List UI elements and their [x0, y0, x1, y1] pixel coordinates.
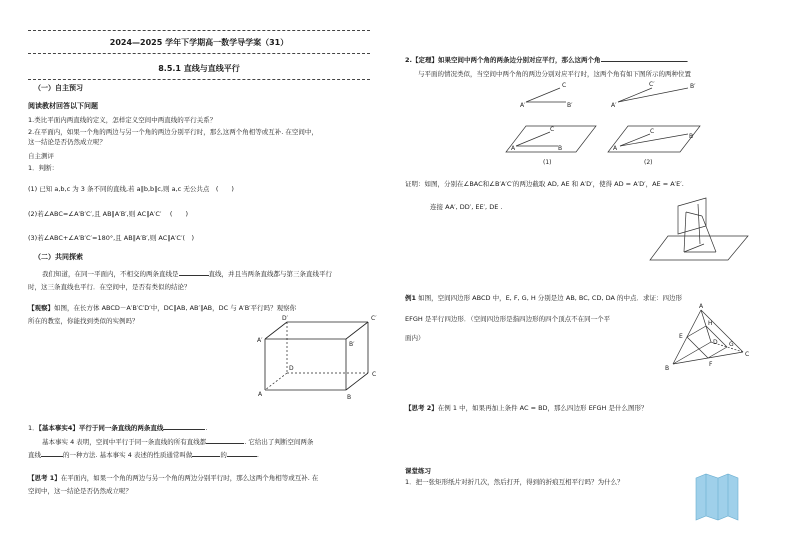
proof-line-2: 连接 AA′, DD′, EE′, DE .: [430, 203, 503, 211]
cuboid-label-c1: C′: [371, 315, 377, 322]
judge-item-2: (2)若∠ABC=∠A′B′C′,且 AB∥A′B′,则 AC∥A′C′ ( ): [28, 210, 188, 218]
example-text-a: 如图，空间四边形 ABCD 中，E, F, G, H 分别是边 AB, BC, CD, DA 的中点．求证：四边形: [418, 294, 683, 302]
theorem-line: 2.【定理】如果空间中两个角的两条边分别对应平行，那么这两个角 .: [405, 56, 689, 64]
blank-line: [601, 61, 687, 62]
fig2-label-a1: A′: [611, 102, 617, 109]
example-1-line-1: [405, 294, 682, 303]
example-1-line-2: EFGH 是平行四边形．（空间四边形是指四边形的四个顶点不在同一个平: [405, 315, 611, 323]
fig1-label-a: A: [511, 145, 516, 152]
example-label: 例1: [405, 294, 417, 302]
cuboid-label-b: B: [347, 394, 352, 401]
fact-explain-e: 的: [220, 451, 227, 459]
practice-title: 课堂练习: [405, 467, 431, 475]
think-2-text: 在例 1 中，如果再加上条件 AC = BD，那么四边形 EFGH 是什么图形？: [437, 404, 648, 412]
cuboid-label-b1: B′: [349, 341, 355, 348]
fact-label: 【基本事实4】: [38, 424, 79, 432]
cuboid-label-d1: D′: [282, 315, 288, 322]
blank-line: [192, 456, 220, 457]
theorem-label: 【定理】: [412, 56, 438, 64]
question-2-line-2: 这一结论是否仍然成立呢？: [28, 138, 106, 146]
judge-item-1: (1) 已知 a,b,c 为 3 条不同的直线,若 a∥b,b∥c,则 a,c 无公共点 ( ): [28, 185, 234, 193]
para-1-line-2: 时，这三条直线也平行．在空间中，是否有类似的结论？: [28, 283, 191, 291]
theorem-explain: 与平面的情况类似，当空间中两个角的两边分别对应平行时，这两个角有如下图所示的两种位置: [418, 70, 691, 78]
think-2-line: [405, 404, 647, 413]
fact-text: 平行于同一条直线的两条直线: [78, 424, 164, 432]
blank-line: [227, 456, 257, 457]
theorem-text: 如果空间中两个角的两条边分别对应平行，那么这两个角: [438, 56, 601, 64]
judge-item-3: (3)若∠ABC+∠A′B′C′=180°,且 AB∥A′B′,则 AC∥A′C′( ): [28, 234, 195, 242]
section-explore: （二）共同探索: [34, 253, 83, 261]
blank-line: [163, 429, 205, 430]
fact-explain-line-1: [42, 438, 313, 447]
blank-line: [41, 456, 63, 457]
doc-title: 2024—2025 学年下学期高一数学导学案（31）: [109, 38, 289, 47]
think-1-line-2: 空间中，这一结论是否仍然成立呢？: [28, 487, 132, 495]
example-1-line-3: 面内）: [405, 334, 425, 342]
basic-fact-4: 1．【基本事实4】平行于同一条直线的两条直线 .: [28, 424, 208, 432]
cuboid-label-c: C: [372, 371, 377, 378]
blank-line: [206, 443, 244, 444]
tetra-label-a: A: [699, 303, 704, 310]
tetra-label-b: B: [665, 365, 670, 372]
fig2-label-c1: C′: [649, 81, 655, 88]
lesson-title: 8.5.1 直线与直线平行: [158, 64, 240, 73]
tetrahedron-figure: [665, 303, 765, 380]
blank-line: [179, 275, 209, 276]
tetra-label-g: G: [729, 341, 734, 348]
cuboid-label-a1: A′: [257, 337, 263, 344]
angle-position-figures: [500, 78, 710, 170]
fact-explain-a: 基本事实 4 表明，空间中平行于同一条直线的所有直线都: [42, 438, 207, 446]
fact-explain-b: . 它给出了判断空间两条: [244, 438, 314, 446]
tetra-label-h: H: [708, 320, 713, 327]
fact-explain-c: 直线: [28, 451, 41, 459]
fig1-label-c1: C: [562, 82, 567, 89]
para-1-text-b: 直线，并且当两条直线都与第三条直线平行: [208, 270, 332, 278]
fig1-label-b1: B′: [567, 102, 573, 109]
para-1-line-1: [42, 270, 332, 279]
practice-item-1: 1．把一张矩形纸片对折几次，然后打开，得到的折痕互相平行吗？为什么？: [405, 478, 624, 486]
section-self-preview: （一）自主预习: [34, 84, 83, 92]
think-1-line-1: [28, 474, 318, 483]
tetra-label-f: F: [709, 361, 713, 368]
fig2-label-b1: B′: [690, 83, 696, 90]
header-box: [28, 30, 370, 80]
fig2-caption: (2): [644, 159, 653, 166]
fig1-label-a1: A′: [520, 102, 526, 109]
fig2-label-c: C: [650, 128, 655, 135]
cuboid-label-d: D: [289, 365, 294, 372]
fig2-label-a: A: [613, 145, 618, 152]
fig1-label-c: C: [550, 126, 555, 133]
question-1: 1.类比平面内两直线的定义，怎样定义空间中两直线的平行关系？: [28, 116, 217, 124]
question-2-line-1: 2.在平面内，如果一个角的两边与另一个角的两边分别平行时，那么这两个角相等或互补. 在空间中，: [28, 128, 318, 136]
fact-explain-d: 的一种方法. 基本事实 4 表述的性质通常叫做: [63, 451, 193, 459]
fact-explain-line-2: 直线 的一种方法. 基本事实 4 表述的性质通常叫做 的 .: [28, 451, 259, 459]
self-test-title: 自主测评: [28, 152, 54, 160]
folded-paper-icon: [694, 472, 740, 524]
think-1-text: 在平面内，如果一个角的两边与另一个角的两边分别平行时，那么这两个角相等或互补. 在: [60, 474, 319, 482]
observe-text: 如图，在长方体 ABCD－A′B′C′D′中，DC∥AB, AB′∥AB，DC 与 A′B′平行吗？观察你: [54, 304, 297, 312]
observe-line-2: 所在的教室，你能找到类似的实例吗？: [28, 317, 139, 325]
fact-number: 1．: [28, 424, 39, 432]
fig2-label-b: B: [689, 133, 694, 140]
para-1-text-a: 我们知道，在同一平面内，不相交的两条直线是: [42, 270, 179, 278]
tetra-label-c: C: [745, 351, 750, 358]
cuboid-figure: [255, 312, 385, 402]
think-2-label: 【思考 2】: [405, 404, 438, 412]
fig1-label-b: B: [558, 145, 563, 152]
fig1-caption: (1): [543, 159, 552, 166]
observe-label: 【观察】: [28, 304, 54, 312]
header-divider: [28, 53, 370, 54]
theorem-number: 2.: [405, 56, 412, 64]
cuboid-label-a: A: [258, 391, 263, 398]
tetra-label-d: D: [713, 339, 718, 346]
think-1-label: 【思考 1】: [28, 474, 61, 482]
reading-title: 阅读教材回答以下问题: [28, 102, 98, 110]
tetra-label-e: E: [679, 333, 683, 340]
proof-line-1: 证明：如图，分别在∠BAC和∠B′A′C′的两边截取 AD, AE 和 A′D′，使得 AD = A′D′，AE = A′E′.: [405, 180, 684, 188]
judge-title: 1．判断：: [28, 164, 59, 172]
proof-figure: [650, 196, 750, 268]
